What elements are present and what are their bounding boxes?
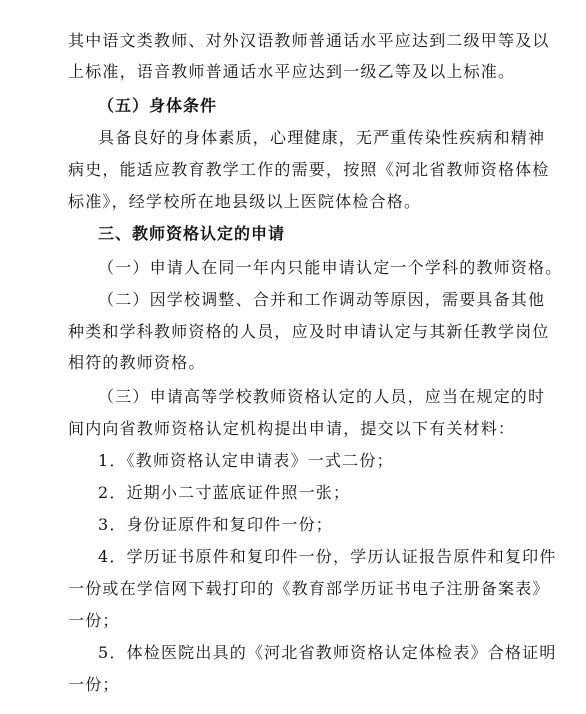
body-text-line: 其中语文类教师、对外汉语教师普通话水平应达到二级甲等及以 [68,31,550,50]
body-text-line: 种类和学科教师资格的人员，应及时申请认定与其新任教学岗位 [68,322,550,341]
body-text-line: 间内向省教师资格认定机构提出申请，提交以下有关材料： [68,419,516,438]
body-text-line: 具备良好的身体素质，心理健康，无严重传染性疾病和精神 [98,128,546,147]
list-item: 1．《教师资格认定申请表》一式二份； [98,451,394,470]
body-text-line: 上标准，语音教师普通话水平应达到一级乙等及以上标准。 [68,62,516,81]
body-text-line: （一）申请人在同一年内只能申请认定一个学科的教师资格。 [98,258,563,277]
list-item: 2．近期小二寸蓝底证件照一张； [98,483,351,502]
body-text-line: 一份或在学信网下载打印的《教育部学历证书电子注册备案表》 [68,579,550,598]
list-item: 5．体检医院出具的《河北省教师资格认定体检表》合格证明 [98,643,557,662]
body-text-line: （三）申请高等学校教师资格认定的人员，应当在规定的时 [98,387,546,406]
section-heading: （五）身体条件 [98,96,218,115]
chapter-heading: 三、教师资格认定的申请 [98,224,286,243]
body-text-line: 相符的教师资格。 [68,353,206,372]
body-text-line: 病史，能适应教育教学工作的需要，按照《河北省教师资格体检 [68,160,550,179]
body-text-line: 一份； [68,611,120,630]
list-item: 3．身份证原件和复印件一份； [98,515,333,534]
body-text-line: 一份； [68,675,120,694]
body-text-line: 标准》，经学校所在地县级以上医院体检合格。 [68,192,422,211]
list-item: 4．学历证书原件和复印件一份，学历认证报告原件和复印件 [98,547,557,566]
body-text-line: （二）因学校调整、合并和工作调动等原因，需要具备其他 [98,290,546,309]
